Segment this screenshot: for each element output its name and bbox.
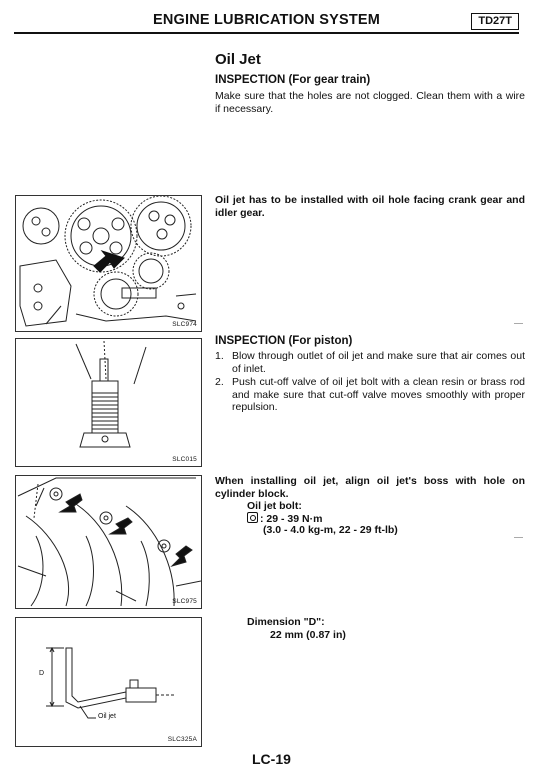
gear-train-illustration bbox=[16, 196, 201, 331]
figure-code: SLC975 bbox=[172, 598, 197, 605]
dimension-d-label: D bbox=[39, 670, 45, 677]
section-title: Oil Jet bbox=[215, 51, 261, 68]
torque-alt: (3.0 - 4.0 kg-m, 22 - 29 ft-lb) bbox=[263, 524, 398, 536]
piston-heading: INSPECTION (For piston) bbox=[215, 335, 353, 347]
step-text: Blow through outlet of oil jet and make sure that air comes out of inlet. bbox=[232, 350, 525, 375]
figure-cylinder-block bbox=[15, 475, 202, 609]
page-header bbox=[14, 12, 519, 34]
page-number: LC-19 bbox=[252, 751, 291, 767]
step-item bbox=[215, 376, 525, 414]
margin-mark bbox=[514, 537, 523, 538]
oil-jet-dimension-drawing bbox=[16, 618, 201, 746]
step-number: 1. bbox=[215, 350, 224, 362]
figure-oil-jet-bolt bbox=[15, 338, 202, 467]
gear-train-heading: INSPECTION (For gear train) bbox=[215, 74, 371, 86]
step-text: Push cut-off valve of oil jet bolt with a clean resin or brass rod and make sure that cut-off valve moves smoothly with proper repulsion. bbox=[232, 376, 525, 413]
piston-steps bbox=[215, 350, 525, 415]
dimension-label: Dimension "D": bbox=[247, 616, 325, 628]
oil-jet-bolt-illustration bbox=[16, 339, 201, 466]
boss-note: When installing oil jet, align oil jet's boss with hole on cylinder block. bbox=[215, 475, 525, 500]
model-badge: TD27T bbox=[471, 13, 519, 30]
dimension-value: 22 mm (0.87 in) bbox=[270, 629, 346, 641]
header-title: ENGINE LUBRICATION SYSTEM bbox=[152, 12, 381, 28]
figure-code: SLC974 bbox=[172, 321, 197, 328]
torque-value: : 29 - 39 N·m bbox=[260, 513, 323, 525]
cylinder-block-illustration bbox=[16, 476, 201, 608]
install-note: Oil jet has to be installed with oil hole facing crank gear and idler gear. bbox=[215, 194, 525, 219]
margin-mark bbox=[514, 323, 523, 324]
torque-wrench-icon bbox=[247, 512, 258, 523]
step-item bbox=[215, 350, 525, 375]
bolt-label: Oil jet bolt: bbox=[247, 500, 302, 512]
figure-code: SLC015 bbox=[172, 456, 197, 463]
step-number: 2. bbox=[215, 376, 224, 388]
figure-code: SLC325A bbox=[167, 736, 197, 743]
oil-jet-label: Oil jet bbox=[98, 713, 116, 720]
gear-train-text: Make sure that the holes are not clogged. Clean them with a wire if necessary. bbox=[215, 90, 525, 115]
figure-gear-train bbox=[15, 195, 202, 332]
figure-dimension bbox=[15, 617, 202, 747]
